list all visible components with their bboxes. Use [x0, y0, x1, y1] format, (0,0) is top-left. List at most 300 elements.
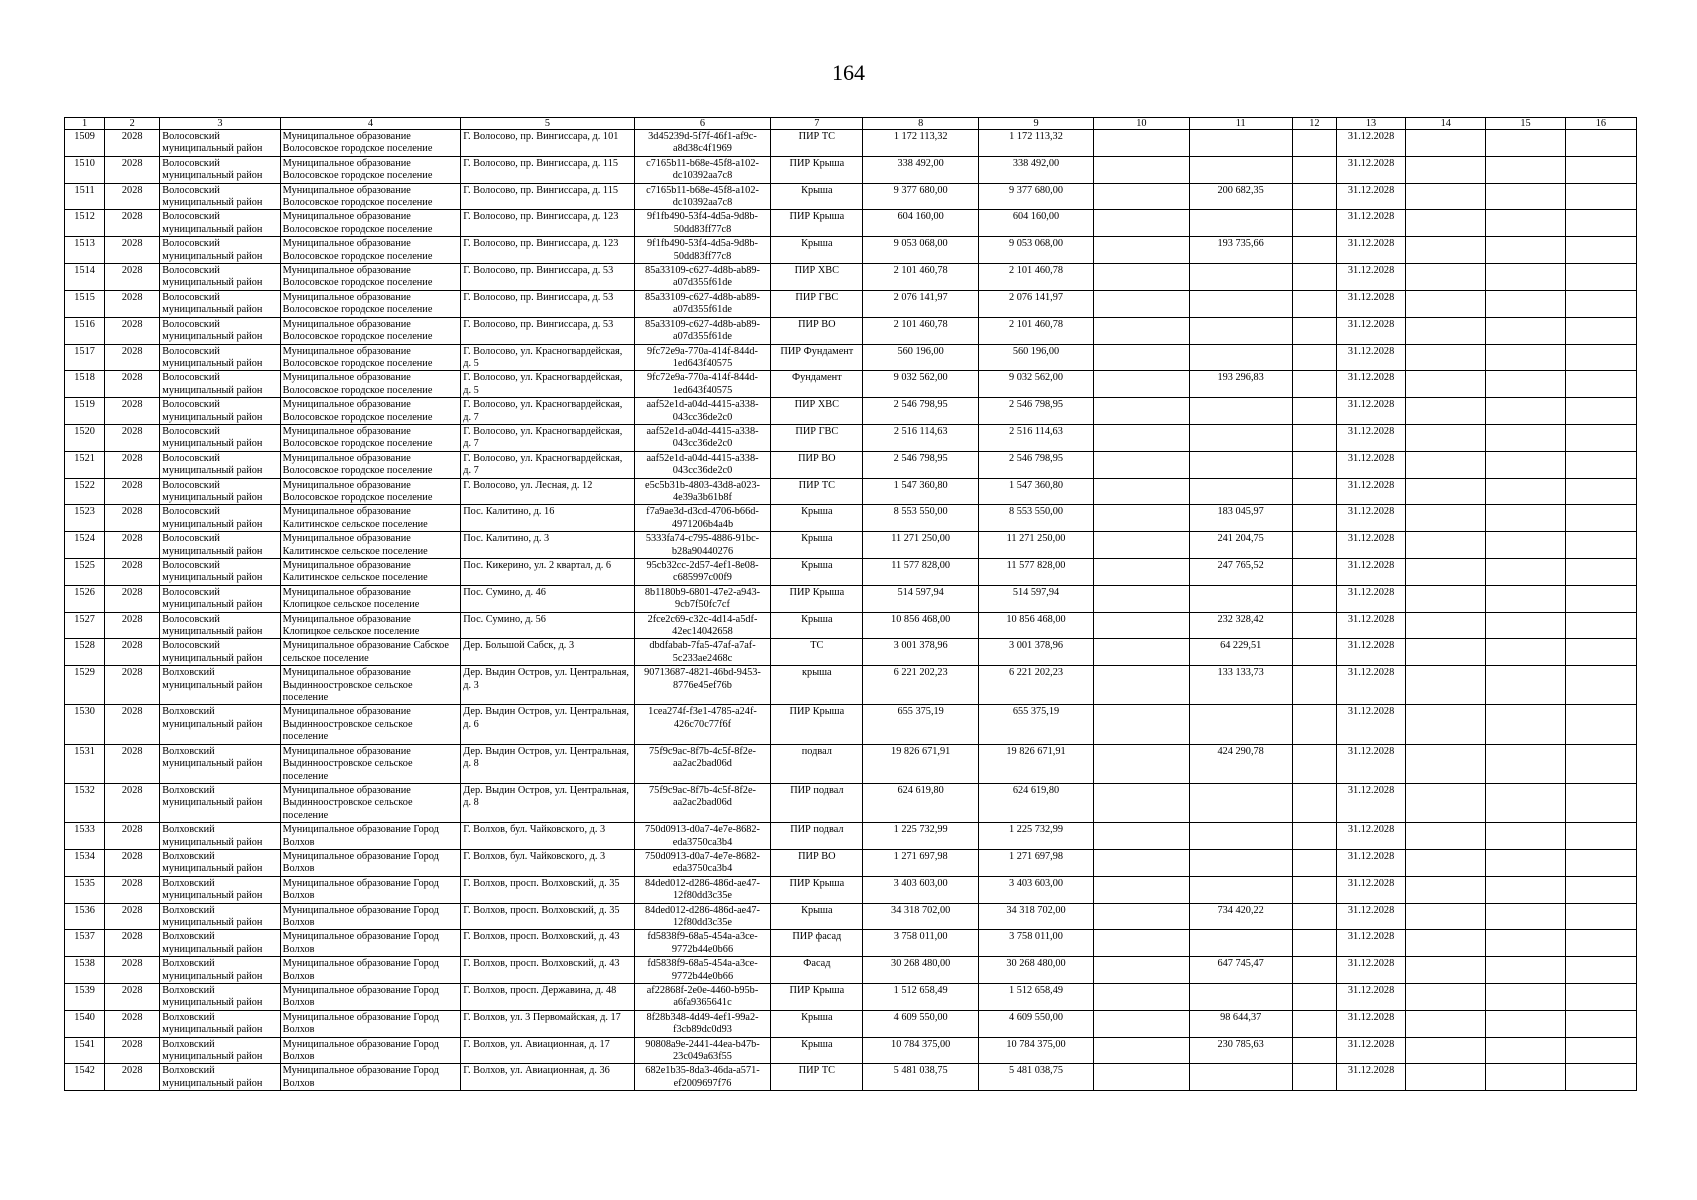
cell-col-12 — [1292, 1064, 1336, 1091]
cell-col-11 — [1189, 317, 1292, 344]
cell-work-type: ПИР Крыша — [771, 210, 863, 237]
cell-cost-total: 9 032 562,00 — [863, 371, 978, 398]
cell-house-guid: e5c5b31b-4803-43d8-a023-4e39a3b61b8f — [634, 478, 770, 505]
cell-district: Волосовский муниципальный район — [160, 451, 280, 478]
cell-col-12 — [1292, 424, 1336, 451]
register-table — [64, 117, 1637, 1091]
cell-deadline: 31.12.2028 — [1336, 532, 1405, 559]
cell-house-guid: 8f28b348-4d49-4ef1-99a2-f3cb89dc0d93 — [634, 1010, 770, 1037]
cell-col-11 — [1189, 264, 1292, 291]
table-row — [65, 930, 1637, 957]
cell-work-type: ПИР ВО — [771, 317, 863, 344]
cell-deadline: 31.12.2028 — [1336, 478, 1405, 505]
cell-col-10 — [1094, 1010, 1189, 1037]
cell-row-number: 1512 — [65, 210, 105, 237]
cell-col-14 — [1406, 424, 1486, 451]
cell-col-15 — [1486, 398, 1565, 425]
cell-municipality: Муниципальное образование Город Волхов — [280, 1010, 461, 1037]
cell-deadline: 31.12.2028 — [1336, 424, 1405, 451]
cell-col-15 — [1486, 876, 1565, 903]
cell-work-type: Крыша — [771, 559, 863, 586]
cell-deadline: 31.12.2028 — [1336, 210, 1405, 237]
cell-deadline: 31.12.2028 — [1336, 505, 1405, 532]
cell-col-14 — [1406, 1037, 1486, 1064]
cell-row-number: 1537 — [65, 930, 105, 957]
cell-house-guid: c7165b11-b68e-45f8-a102-dc10392aa7c8 — [634, 156, 770, 183]
cell-col-15 — [1486, 424, 1565, 451]
cell-house-guid: 85a33109-c627-4d8b-ab89-a07d355f61de — [634, 264, 770, 291]
cell-col-15 — [1486, 666, 1565, 705]
cell-work-type: Крыша — [771, 237, 863, 264]
cell-col-11 — [1189, 705, 1292, 744]
cell-col-10 — [1094, 290, 1189, 317]
cell-col-14 — [1406, 612, 1486, 639]
cell-address: Г. Волосово, ул. Красногвардейская, д. 7 — [461, 451, 635, 478]
cell-col-11: 734 420,22 — [1189, 903, 1292, 930]
cell-deadline: 31.12.2028 — [1336, 1064, 1405, 1091]
cell-address: Дер. Выдин Остров, ул. Центральная, д. 6 — [461, 705, 635, 744]
cell-col-16 — [1565, 903, 1636, 930]
column-header-15: 15 — [1486, 118, 1565, 130]
cell-row-number: 1514 — [65, 264, 105, 291]
cell-house-guid: 1cea274f-f3e1-4785-a24f-426c70c77f6f — [634, 705, 770, 744]
cell-col-14 — [1406, 823, 1486, 850]
cell-house-guid: 5333fa74-c795-4886-91bc-b28a90440276 — [634, 532, 770, 559]
cell-row-number: 1540 — [65, 1010, 105, 1037]
cell-year: 2028 — [105, 156, 160, 183]
cell-house-guid: af22868f-2e0e-4460-b95b-a6fa9365641c — [634, 984, 770, 1011]
cell-house-guid: c7165b11-b68e-45f8-a102-dc10392aa7c8 — [634, 183, 770, 210]
cell-municipality: Муниципальное образование Город Волхов — [280, 1037, 461, 1064]
cell-col-12 — [1292, 290, 1336, 317]
cell-district: Волховский муниципальный район — [160, 930, 280, 957]
cell-cost-fund: 655 375,19 — [978, 705, 1093, 744]
cell-deadline: 31.12.2028 — [1336, 398, 1405, 425]
cell-work-type: Крыша — [771, 505, 863, 532]
cell-address: Г. Волосово, ул. Красногвардейская, д. 5 — [461, 344, 635, 371]
table-row — [65, 317, 1637, 344]
cell-col-14 — [1406, 398, 1486, 425]
cell-municipality: Муниципальное образование Город Волхов — [280, 823, 461, 850]
cell-col-11: 183 045,97 — [1189, 505, 1292, 532]
table-row — [65, 585, 1637, 612]
cell-col-14 — [1406, 1064, 1486, 1091]
table-row — [65, 612, 1637, 639]
cell-address: Пос. Сумино, д. 56 — [461, 612, 635, 639]
cell-work-type: ПИР Крыша — [771, 156, 863, 183]
cell-municipality: Муниципальное образование Волосовское городское поселение — [280, 398, 461, 425]
cell-col-16 — [1565, 478, 1636, 505]
cell-col-14 — [1406, 1010, 1486, 1037]
cell-col-10 — [1094, 1064, 1189, 1091]
cell-row-number: 1532 — [65, 783, 105, 822]
cell-deadline: 31.12.2028 — [1336, 984, 1405, 1011]
cell-work-type: ПИР подвал — [771, 783, 863, 822]
cell-col-12 — [1292, 984, 1336, 1011]
cell-row-number: 1530 — [65, 705, 105, 744]
cell-cost-total: 2 076 141,97 — [863, 290, 978, 317]
cell-row-number: 1531 — [65, 744, 105, 783]
table-row — [65, 666, 1637, 705]
cell-municipality: Муниципальное образование Выдинноостровское сельское поселение — [280, 705, 461, 744]
cell-deadline: 31.12.2028 — [1336, 344, 1405, 371]
cell-col-12 — [1292, 130, 1336, 157]
cell-col-12 — [1292, 532, 1336, 559]
cell-col-15 — [1486, 183, 1565, 210]
cell-district: Волосовский муниципальный район — [160, 371, 280, 398]
column-header-5: 5 — [461, 118, 635, 130]
cell-year: 2028 — [105, 1037, 160, 1064]
table-row — [65, 639, 1637, 666]
cell-col-12 — [1292, 264, 1336, 291]
cell-col-14 — [1406, 666, 1486, 705]
cell-deadline: 31.12.2028 — [1336, 264, 1405, 291]
cell-district: Волосовский муниципальный район — [160, 559, 280, 586]
cell-work-type: Крыша — [771, 532, 863, 559]
cell-col-14 — [1406, 957, 1486, 984]
cell-col-11 — [1189, 930, 1292, 957]
cell-col-11: 232 328,42 — [1189, 612, 1292, 639]
cell-house-guid: fd5838f9-68a5-454a-a3ce-9772b44e0b66 — [634, 957, 770, 984]
cell-col-15 — [1486, 317, 1565, 344]
cell-municipality: Муниципальное образование Калитинское сельское поселение — [280, 559, 461, 586]
cell-col-12 — [1292, 1037, 1336, 1064]
cell-municipality: Муниципальное образование Выдинноостровское сельское поселение — [280, 783, 461, 822]
cell-col-16 — [1565, 130, 1636, 157]
table-row — [65, 532, 1637, 559]
cell-col-10 — [1094, 930, 1189, 957]
cell-cost-fund: 9 377 680,00 — [978, 183, 1093, 210]
cell-row-number: 1510 — [65, 156, 105, 183]
cell-deadline: 31.12.2028 — [1336, 183, 1405, 210]
cell-col-10 — [1094, 532, 1189, 559]
cell-work-type: ПИР ХВС — [771, 398, 863, 425]
cell-col-14 — [1406, 984, 1486, 1011]
cell-address: Г. Волосово, пр. Вингиссара, д. 123 — [461, 210, 635, 237]
cell-district: Волосовский муниципальный район — [160, 505, 280, 532]
cell-col-14 — [1406, 156, 1486, 183]
cell-col-14 — [1406, 505, 1486, 532]
table-row — [65, 849, 1637, 876]
cell-col-12 — [1292, 849, 1336, 876]
cell-deadline: 31.12.2028 — [1336, 639, 1405, 666]
cell-cost-total: 5 481 038,75 — [863, 1064, 978, 1091]
cell-col-10 — [1094, 210, 1189, 237]
cell-district: Волховский муниципальный район — [160, 903, 280, 930]
cell-col-10 — [1094, 451, 1189, 478]
table-row — [65, 903, 1637, 930]
cell-year: 2028 — [105, 984, 160, 1011]
cell-work-type: Крыша — [771, 903, 863, 930]
cell-address: Дер. Выдин Остров, ул. Центральная, д. 8 — [461, 744, 635, 783]
cell-col-15 — [1486, 930, 1565, 957]
cell-cost-fund: 30 268 480,00 — [978, 957, 1093, 984]
cell-work-type: Крыша — [771, 183, 863, 210]
cell-deadline: 31.12.2028 — [1336, 1010, 1405, 1037]
cell-col-14 — [1406, 876, 1486, 903]
cell-municipality: Муниципальное образование Выдинноостровское сельское поселение — [280, 744, 461, 783]
cell-col-16 — [1565, 532, 1636, 559]
cell-cost-total: 6 221 202,23 — [863, 666, 978, 705]
cell-col-10 — [1094, 666, 1189, 705]
cell-year: 2028 — [105, 371, 160, 398]
table-row — [65, 451, 1637, 478]
cell-row-number: 1511 — [65, 183, 105, 210]
cell-municipality: Муниципальное образование Сабское сельское поселение — [280, 639, 461, 666]
cell-work-type: Фундамент — [771, 371, 863, 398]
cell-deadline: 31.12.2028 — [1336, 317, 1405, 344]
cell-cost-fund: 9 032 562,00 — [978, 371, 1093, 398]
cell-deadline: 31.12.2028 — [1336, 823, 1405, 850]
cell-deadline: 31.12.2028 — [1336, 130, 1405, 157]
cell-col-10 — [1094, 903, 1189, 930]
cell-cost-fund: 34 318 702,00 — [978, 903, 1093, 930]
cell-col-11 — [1189, 424, 1292, 451]
column-header-14: 14 — [1406, 118, 1486, 130]
table-row — [65, 559, 1637, 586]
cell-col-11 — [1189, 344, 1292, 371]
cell-col-11: 247 765,52 — [1189, 559, 1292, 586]
cell-address: Г. Волхов, ул. Авиационная, д. 36 — [461, 1064, 635, 1091]
cell-deadline: 31.12.2028 — [1336, 237, 1405, 264]
cell-cost-total: 338 492,00 — [863, 156, 978, 183]
cell-cost-fund: 1 225 732,99 — [978, 823, 1093, 850]
cell-row-number: 1522 — [65, 478, 105, 505]
cell-work-type: ПИР Крыша — [771, 876, 863, 903]
cell-col-11: 193 735,66 — [1189, 237, 1292, 264]
cell-cost-total: 1 547 360,80 — [863, 478, 978, 505]
cell-col-16 — [1565, 1010, 1636, 1037]
cell-address: Г. Волхов, просп. Державина, д. 48 — [461, 984, 635, 1011]
cell-district: Волховский муниципальный район — [160, 876, 280, 903]
cell-work-type: ПИР ТС — [771, 130, 863, 157]
cell-cost-total: 2 101 460,78 — [863, 264, 978, 291]
cell-cost-fund: 4 609 550,00 — [978, 1010, 1093, 1037]
cell-district: Волосовский муниципальный район — [160, 398, 280, 425]
cell-col-14 — [1406, 264, 1486, 291]
table-row — [65, 478, 1637, 505]
cell-cost-fund: 8 553 550,00 — [978, 505, 1093, 532]
cell-row-number: 1527 — [65, 612, 105, 639]
cell-col-10 — [1094, 1037, 1189, 1064]
cell-col-15 — [1486, 1037, 1565, 1064]
cell-municipality: Муниципальное образование Калитинское сельское поселение — [280, 505, 461, 532]
cell-col-14 — [1406, 705, 1486, 744]
column-header-9: 9 — [978, 118, 1093, 130]
cell-house-guid: fd5838f9-68a5-454a-a3ce-9772b44e0b66 — [634, 930, 770, 957]
table-row — [65, 398, 1637, 425]
cell-cost-fund: 1 271 697,98 — [978, 849, 1093, 876]
cell-col-11 — [1189, 478, 1292, 505]
cell-col-11: 200 682,35 — [1189, 183, 1292, 210]
table-row — [65, 210, 1637, 237]
cell-col-14 — [1406, 849, 1486, 876]
cell-deadline: 31.12.2028 — [1336, 666, 1405, 705]
cell-house-guid: 84ded012-d286-486d-ae47-12f80dd3c35e — [634, 876, 770, 903]
cell-address: Г. Волхов, просп. Волховский, д. 35 — [461, 876, 635, 903]
cell-deadline: 31.12.2028 — [1336, 705, 1405, 744]
cell-row-number: 1541 — [65, 1037, 105, 1064]
cell-district: Волосовский муниципальный район — [160, 317, 280, 344]
table-row — [65, 130, 1637, 157]
cell-cost-fund: 514 597,94 — [978, 585, 1093, 612]
column-header-12: 12 — [1292, 118, 1336, 130]
cell-col-15 — [1486, 130, 1565, 157]
cell-district: Волосовский муниципальный район — [160, 478, 280, 505]
table-row — [65, 371, 1637, 398]
cell-cost-fund: 1 547 360,80 — [978, 478, 1093, 505]
table-row — [65, 744, 1637, 783]
cell-col-12 — [1292, 505, 1336, 532]
cell-col-15 — [1486, 783, 1565, 822]
cell-address: Г. Волосово, пр. Вингиссара, д. 53 — [461, 264, 635, 291]
cell-col-11 — [1189, 130, 1292, 157]
cell-col-14 — [1406, 478, 1486, 505]
cell-cost-fund: 560 196,00 — [978, 344, 1093, 371]
cell-col-16 — [1565, 744, 1636, 783]
cell-row-number: 1524 — [65, 532, 105, 559]
cell-house-guid: f7a9ae3d-d3cd-4706-b66d-4971206b4a4b — [634, 505, 770, 532]
cell-col-14 — [1406, 290, 1486, 317]
cell-address: Г. Волхов, просп. Волховский, д. 35 — [461, 903, 635, 930]
column-header-13: 13 — [1336, 118, 1405, 130]
cell-col-10 — [1094, 264, 1189, 291]
cell-col-11: 241 204,75 — [1189, 532, 1292, 559]
cell-address: Дер. Выдин Остров, ул. Центральная, д. 3 — [461, 666, 635, 705]
cell-col-15 — [1486, 559, 1565, 586]
cell-deadline: 31.12.2028 — [1336, 930, 1405, 957]
cell-district: Волосовский муниципальный район — [160, 612, 280, 639]
table-row — [65, 237, 1637, 264]
cell-col-15 — [1486, 532, 1565, 559]
cell-work-type: ПИР Фундамент — [771, 344, 863, 371]
cell-house-guid: 3d45239d-5f7f-46f1-af9c-a8d38c4f1969 — [634, 130, 770, 157]
table-row — [65, 344, 1637, 371]
cell-col-15 — [1486, 612, 1565, 639]
cell-address: Пос. Сумино, д. 46 — [461, 585, 635, 612]
cell-col-16 — [1565, 344, 1636, 371]
cell-col-11 — [1189, 876, 1292, 903]
cell-col-12 — [1292, 903, 1336, 930]
cell-year: 2028 — [105, 1010, 160, 1037]
cell-row-number: 1536 — [65, 903, 105, 930]
cell-col-10 — [1094, 744, 1189, 783]
cell-address: Г. Волосово, пр. Вингиссара, д. 123 — [461, 237, 635, 264]
cell-col-11 — [1189, 451, 1292, 478]
cell-col-10 — [1094, 783, 1189, 822]
cell-district: Волосовский муниципальный район — [160, 237, 280, 264]
table-row — [65, 783, 1637, 822]
cell-col-14 — [1406, 559, 1486, 586]
cell-cost-total: 11 577 828,00 — [863, 559, 978, 586]
cell-district: Волосовский муниципальный район — [160, 290, 280, 317]
cell-year: 2028 — [105, 849, 160, 876]
cell-work-type: ПИР ВО — [771, 849, 863, 876]
cell-cost-total: 2 546 798,95 — [863, 451, 978, 478]
cell-col-10 — [1094, 612, 1189, 639]
column-header-11: 11 — [1189, 118, 1292, 130]
cell-cost-total: 34 318 702,00 — [863, 903, 978, 930]
cell-col-16 — [1565, 639, 1636, 666]
cell-col-11 — [1189, 156, 1292, 183]
cell-col-12 — [1292, 585, 1336, 612]
cell-col-11 — [1189, 585, 1292, 612]
cell-municipality: Муниципальное образование Волосовское городское поселение — [280, 210, 461, 237]
cell-work-type: ПИР Крыша — [771, 984, 863, 1011]
cell-cost-total: 30 268 480,00 — [863, 957, 978, 984]
cell-district: Волосовский муниципальный район — [160, 424, 280, 451]
cell-municipality: Муниципальное образование Волосовское городское поселение — [280, 424, 461, 451]
cell-municipality: Муниципальное образование Волосовское городское поселение — [280, 183, 461, 210]
cell-col-15 — [1486, 210, 1565, 237]
cell-col-12 — [1292, 398, 1336, 425]
cell-col-10 — [1094, 705, 1189, 744]
cell-deadline: 31.12.2028 — [1336, 559, 1405, 586]
cell-municipality: Муниципальное образование Волосовское городское поселение — [280, 451, 461, 478]
cell-municipality: Муниципальное образование Волосовское городское поселение — [280, 130, 461, 157]
cell-cost-fund: 3 001 378,96 — [978, 639, 1093, 666]
cell-col-10 — [1094, 424, 1189, 451]
cell-district: Волосовский муниципальный район — [160, 344, 280, 371]
cell-col-15 — [1486, 237, 1565, 264]
cell-municipality: Муниципальное образование Город Волхов — [280, 849, 461, 876]
cell-col-11: 647 745,47 — [1189, 957, 1292, 984]
cell-district: Волховский муниципальный район — [160, 984, 280, 1011]
cell-col-15 — [1486, 903, 1565, 930]
cell-cost-fund: 3 758 011,00 — [978, 930, 1093, 957]
column-header-6: 6 — [634, 118, 770, 130]
cell-row-number: 1533 — [65, 823, 105, 850]
cell-col-16 — [1565, 237, 1636, 264]
cell-col-11: 193 296,83 — [1189, 371, 1292, 398]
cell-district: Волховский муниципальный район — [160, 744, 280, 783]
cell-work-type: ПИР ГВС — [771, 424, 863, 451]
cell-municipality: Муниципальное образование Клопицкое сельское поселение — [280, 585, 461, 612]
cell-cost-fund: 10 856 468,00 — [978, 612, 1093, 639]
cell-work-type: ПИР Крыша — [771, 705, 863, 744]
cell-col-10 — [1094, 639, 1189, 666]
cell-district: Волховский муниципальный район — [160, 666, 280, 705]
column-header-16: 16 — [1565, 118, 1636, 130]
cell-house-guid: 9f1fb490-53f4-4d5a-9d8b-50dd83ff77c8 — [634, 237, 770, 264]
cell-year: 2028 — [105, 344, 160, 371]
cell-col-14 — [1406, 639, 1486, 666]
cell-col-12 — [1292, 783, 1336, 822]
cell-row-number: 1521 — [65, 451, 105, 478]
cell-cost-total: 514 597,94 — [863, 585, 978, 612]
cell-year: 2028 — [105, 424, 160, 451]
cell-cost-fund: 2 076 141,97 — [978, 290, 1093, 317]
table-row — [65, 290, 1637, 317]
table-row — [65, 1037, 1637, 1064]
cell-house-guid: aaf52e1d-a04d-4415-a338-043cc36de2c0 — [634, 424, 770, 451]
cell-col-15 — [1486, 290, 1565, 317]
cell-year: 2028 — [105, 532, 160, 559]
cell-col-10 — [1094, 559, 1189, 586]
cell-municipality: Муниципальное образование Волосовское городское поселение — [280, 344, 461, 371]
cell-cost-total: 3 403 603,00 — [863, 876, 978, 903]
cell-year: 2028 — [105, 210, 160, 237]
cell-col-10 — [1094, 130, 1189, 157]
cell-address: Г. Волосово, ул. Лесная, д. 12 — [461, 478, 635, 505]
cell-row-number: 1539 — [65, 984, 105, 1011]
cell-address: Г. Волхов, бул. Чайковского, д. 3 — [461, 849, 635, 876]
cell-deadline: 31.12.2028 — [1336, 957, 1405, 984]
cell-municipality: Муниципальное образование Волосовское городское поселение — [280, 237, 461, 264]
cell-cost-total: 2 516 114,63 — [863, 424, 978, 451]
cell-cost-total: 3 001 378,96 — [863, 639, 978, 666]
cell-col-10 — [1094, 478, 1189, 505]
